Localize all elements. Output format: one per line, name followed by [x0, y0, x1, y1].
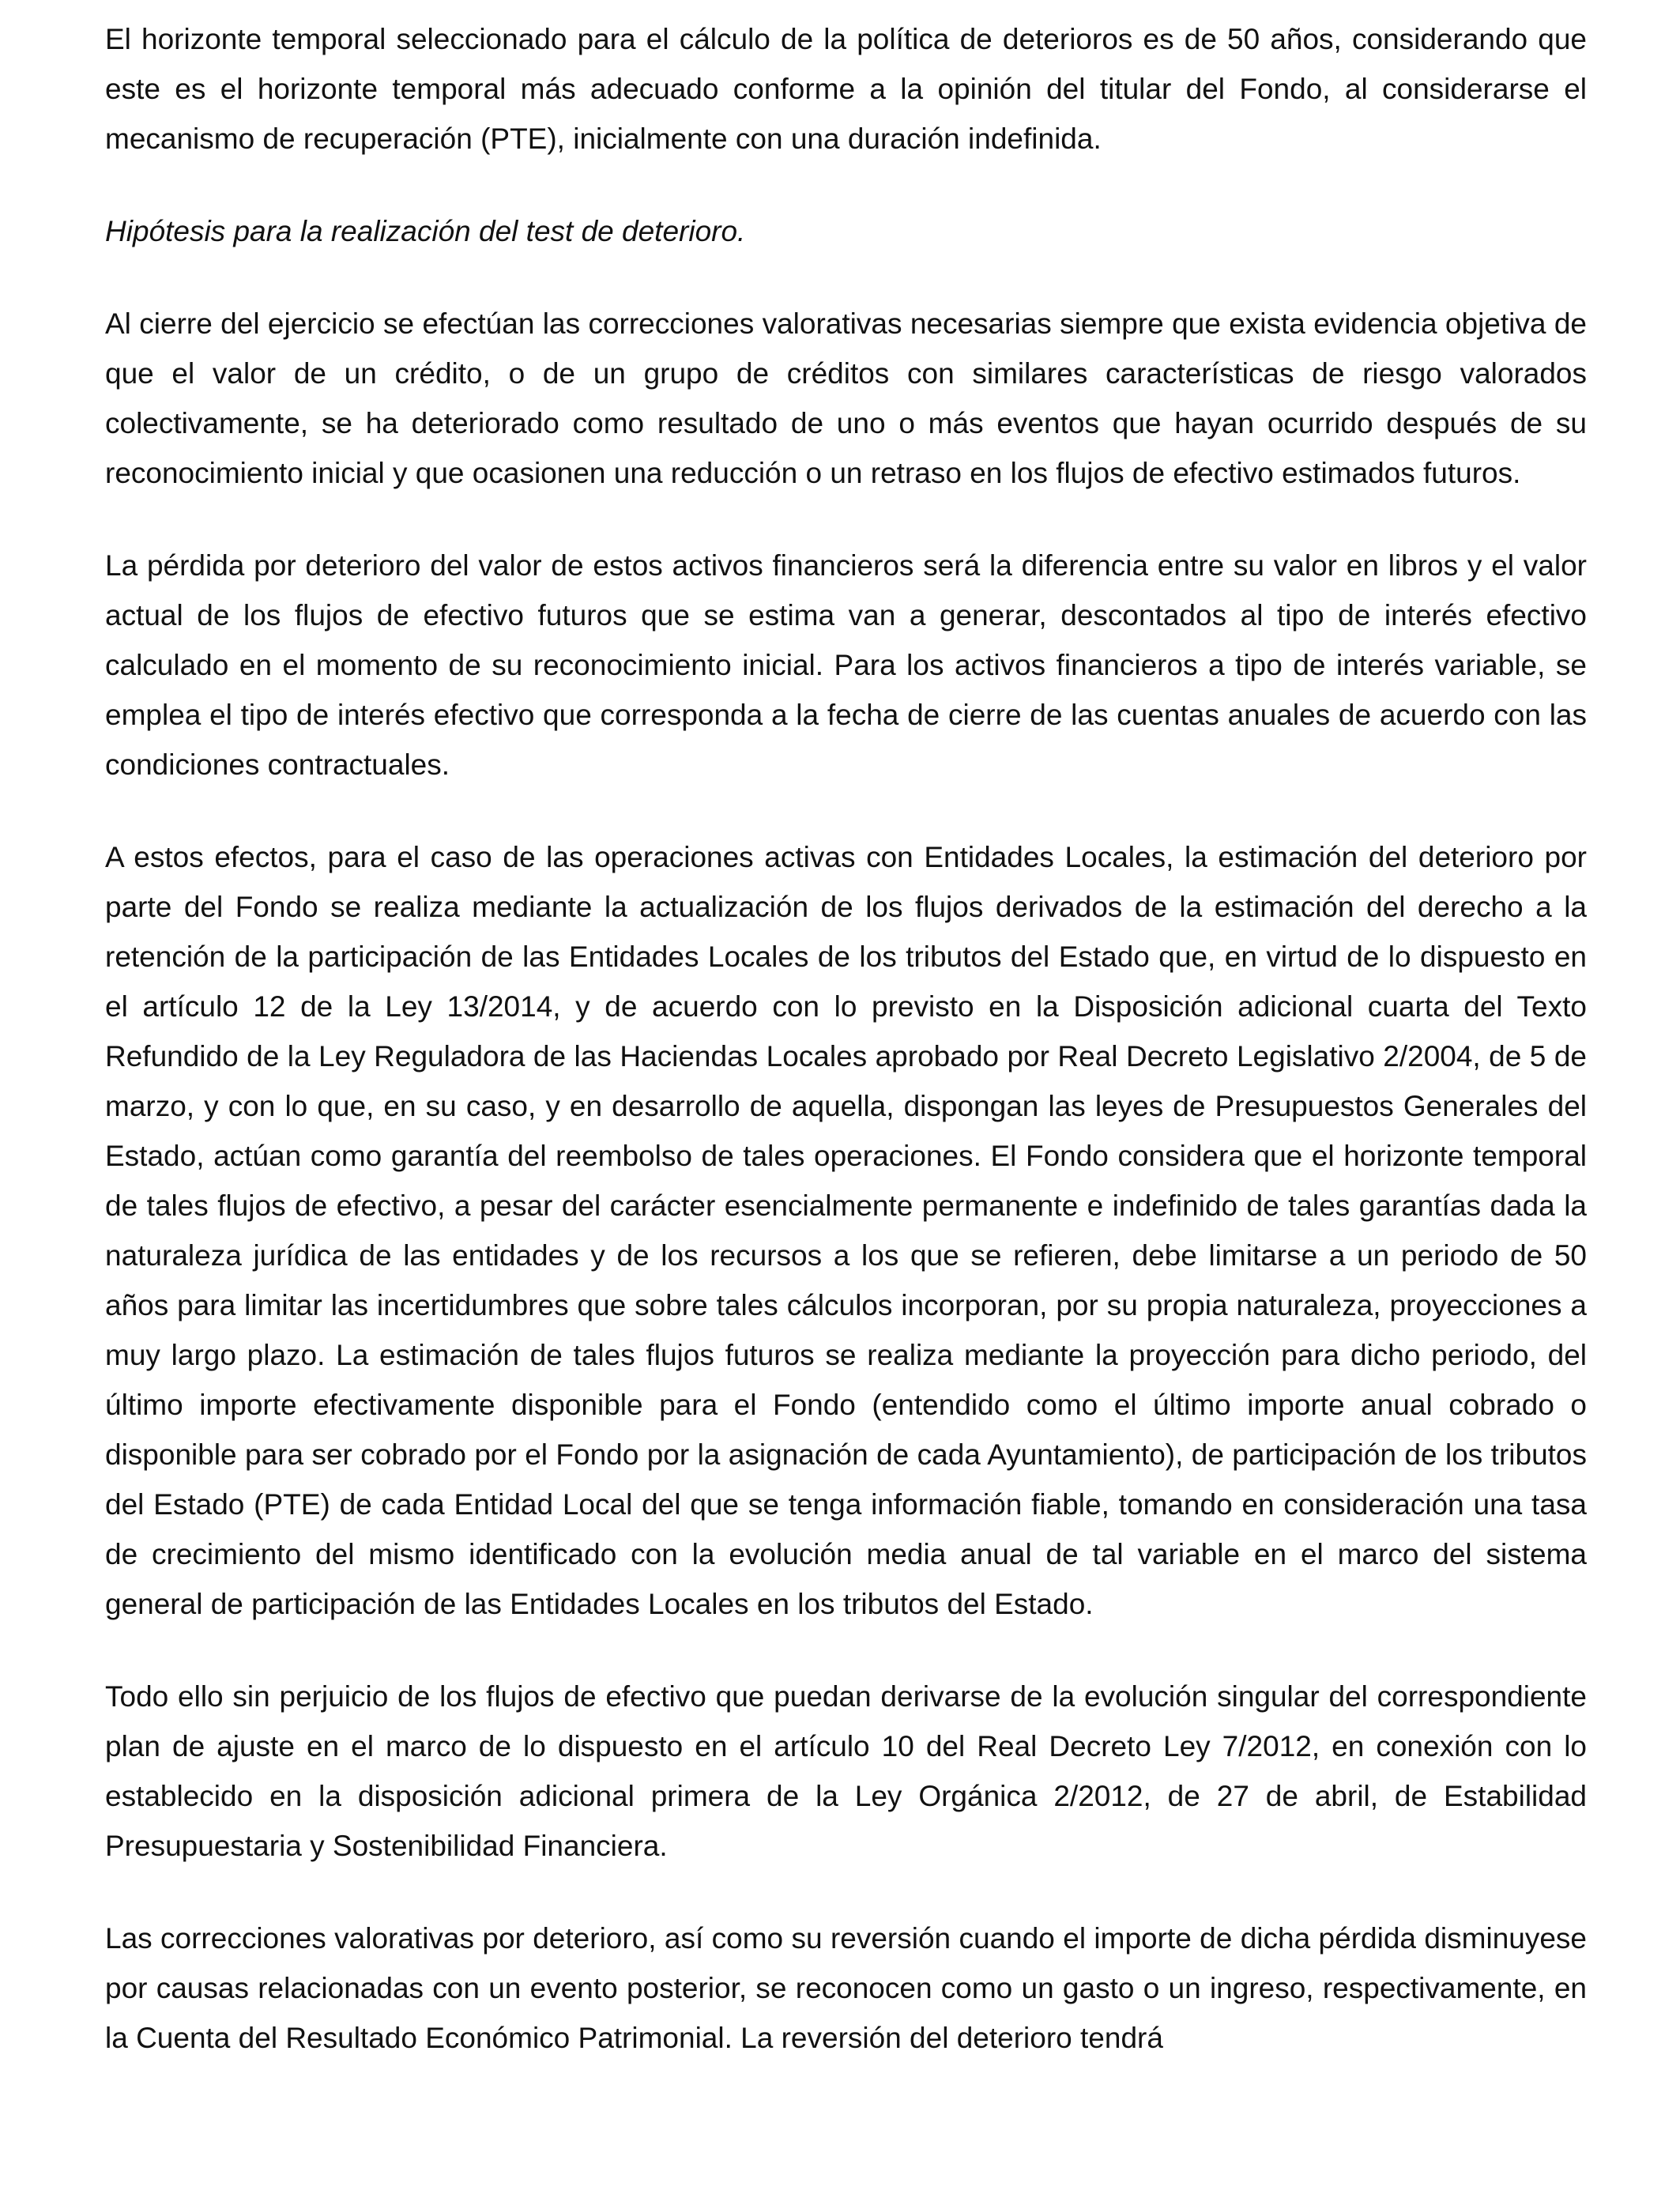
paragraph-correcciones-valorativas: Las correcciones valorativas por deterioro, así como su reversión cuando el importe de dicha pérdida disminuyese por causas relacionadas con un evento posterior, se reconocen como un gasto o un ingreso, respectivamente, en la Cuenta del Resultado Económico Patrimonial. La reversión del deterioro tendrá [105, 1922, 1587, 2054]
paragraph-cierre-ejercicio: Al cierre del ejercicio se efectúan las correcciones valorativas necesarias siempre que exista evidencia objetiva de que el valor de un crédito, o de un grupo de créditos con similares características de riesgo valorados colectivamente, se ha deteriorado como resultado de uno o más eventos que hayan ocurrido después de su reconocimiento inicial y que ocasionen una reducción o un retraso en los flujos de efectivo estimados futuros. [105, 307, 1587, 489]
paragraph-perdida-deterioro: La pérdida por deterioro del valor de estos activos financieros será la diferencia entre su valor en libros y el valor actual de los flujos de efectivo futuros que se estima van a generar, descontados al tipo de interés efectivo calculado en el momento de su reconocimiento inicial. Para los activos financieros a tipo de interés variable, se emplea el tipo de interés efectivo que corresponda a la fecha de cierre de las cuentas anuales de acuerdo con las condiciones contractuales. [105, 549, 1587, 781]
paragraph-plan-ajuste: Todo ello sin perjuicio de los flujos de efectivo que puedan derivarse de la evolución singular del correspondiente plan de ajuste en el marco de lo dispuesto en el artículo 10 del Real Decreto Ley 7/2012, en conexión con lo establecido en la disposición adicional primera de la Ley Orgánica 2/2012, de 27 de abril, de Estabilidad Presupuestaria y Sostenibilidad Financiera. [105, 1680, 1587, 1862]
paragraph-horizonte-temporal: El horizonte temporal seleccionado para el cálculo de la política de deterioros es de 50 años, considerando que este es el horizonte temporal más adecuado conforme a la opinión del titular del Fondo, al considerarse el mecanismo de recuperación (PTE), inicialmente con una duración indefinida. [105, 23, 1587, 155]
section-heading-hipotesis: Hipótesis para la realización del test de deterioro. [105, 215, 746, 247]
paragraph-entidades-locales: A estos efectos, para el caso de las operaciones activas con Entidades Locales, la estimación del deterioro por parte del Fondo se realiza mediante la actualización de los flujos derivados de la estimación del derecho a la retención de la participación de las Entidades Locales de los tributos del Estado que, en virtud de lo dispuesto en el artículo 12 de la Ley 13/2014, y de acuerdo con lo previsto en la Disposición adicional cuarta del Texto Refundido de la Ley Reguladora de las Haciendas Locales aprobado por Real Decreto Legislativo 2/2004, de 5 de marzo, y con lo que, en su caso, y en desarrollo de aquella, dispongan las leyes de Presupuestos Generales del Estado, actúan como garantía del reembolso de tales operaciones. El Fondo considera que el horizonte temporal de tales flujos de efectivo, a pesar del carácter esencialmente permanente e indefinido de tales garantías dada la naturaleza jurídica de las entidades y de los recursos a los que se refieren, debe limitarse a un periodo de 50 años para limitar las incertidumbres que sobre tales cálculos incorporan, por su propia naturaleza, proyecciones a muy largo plazo. La estimación de tales flujos futuros se realiza mediante la proyección para dicho periodo, del último importe efectivamente disponible para el Fondo (entendido como el último importe anual cobrado o disponible para ser cobrado por el Fondo por la asignación de cada Ayuntamiento), de participación de los tributos del Estado (PTE) de cada Entidad Local del que se tenga información fiable, tomando en consideración una tasa de crecimiento del mismo identificado con la evolución media anual de tal variable en el marco del sistema general de participación de las Entidades Locales en los tributos del Estado. [105, 841, 1587, 1620]
document-body [105, 14, 1587, 2105]
